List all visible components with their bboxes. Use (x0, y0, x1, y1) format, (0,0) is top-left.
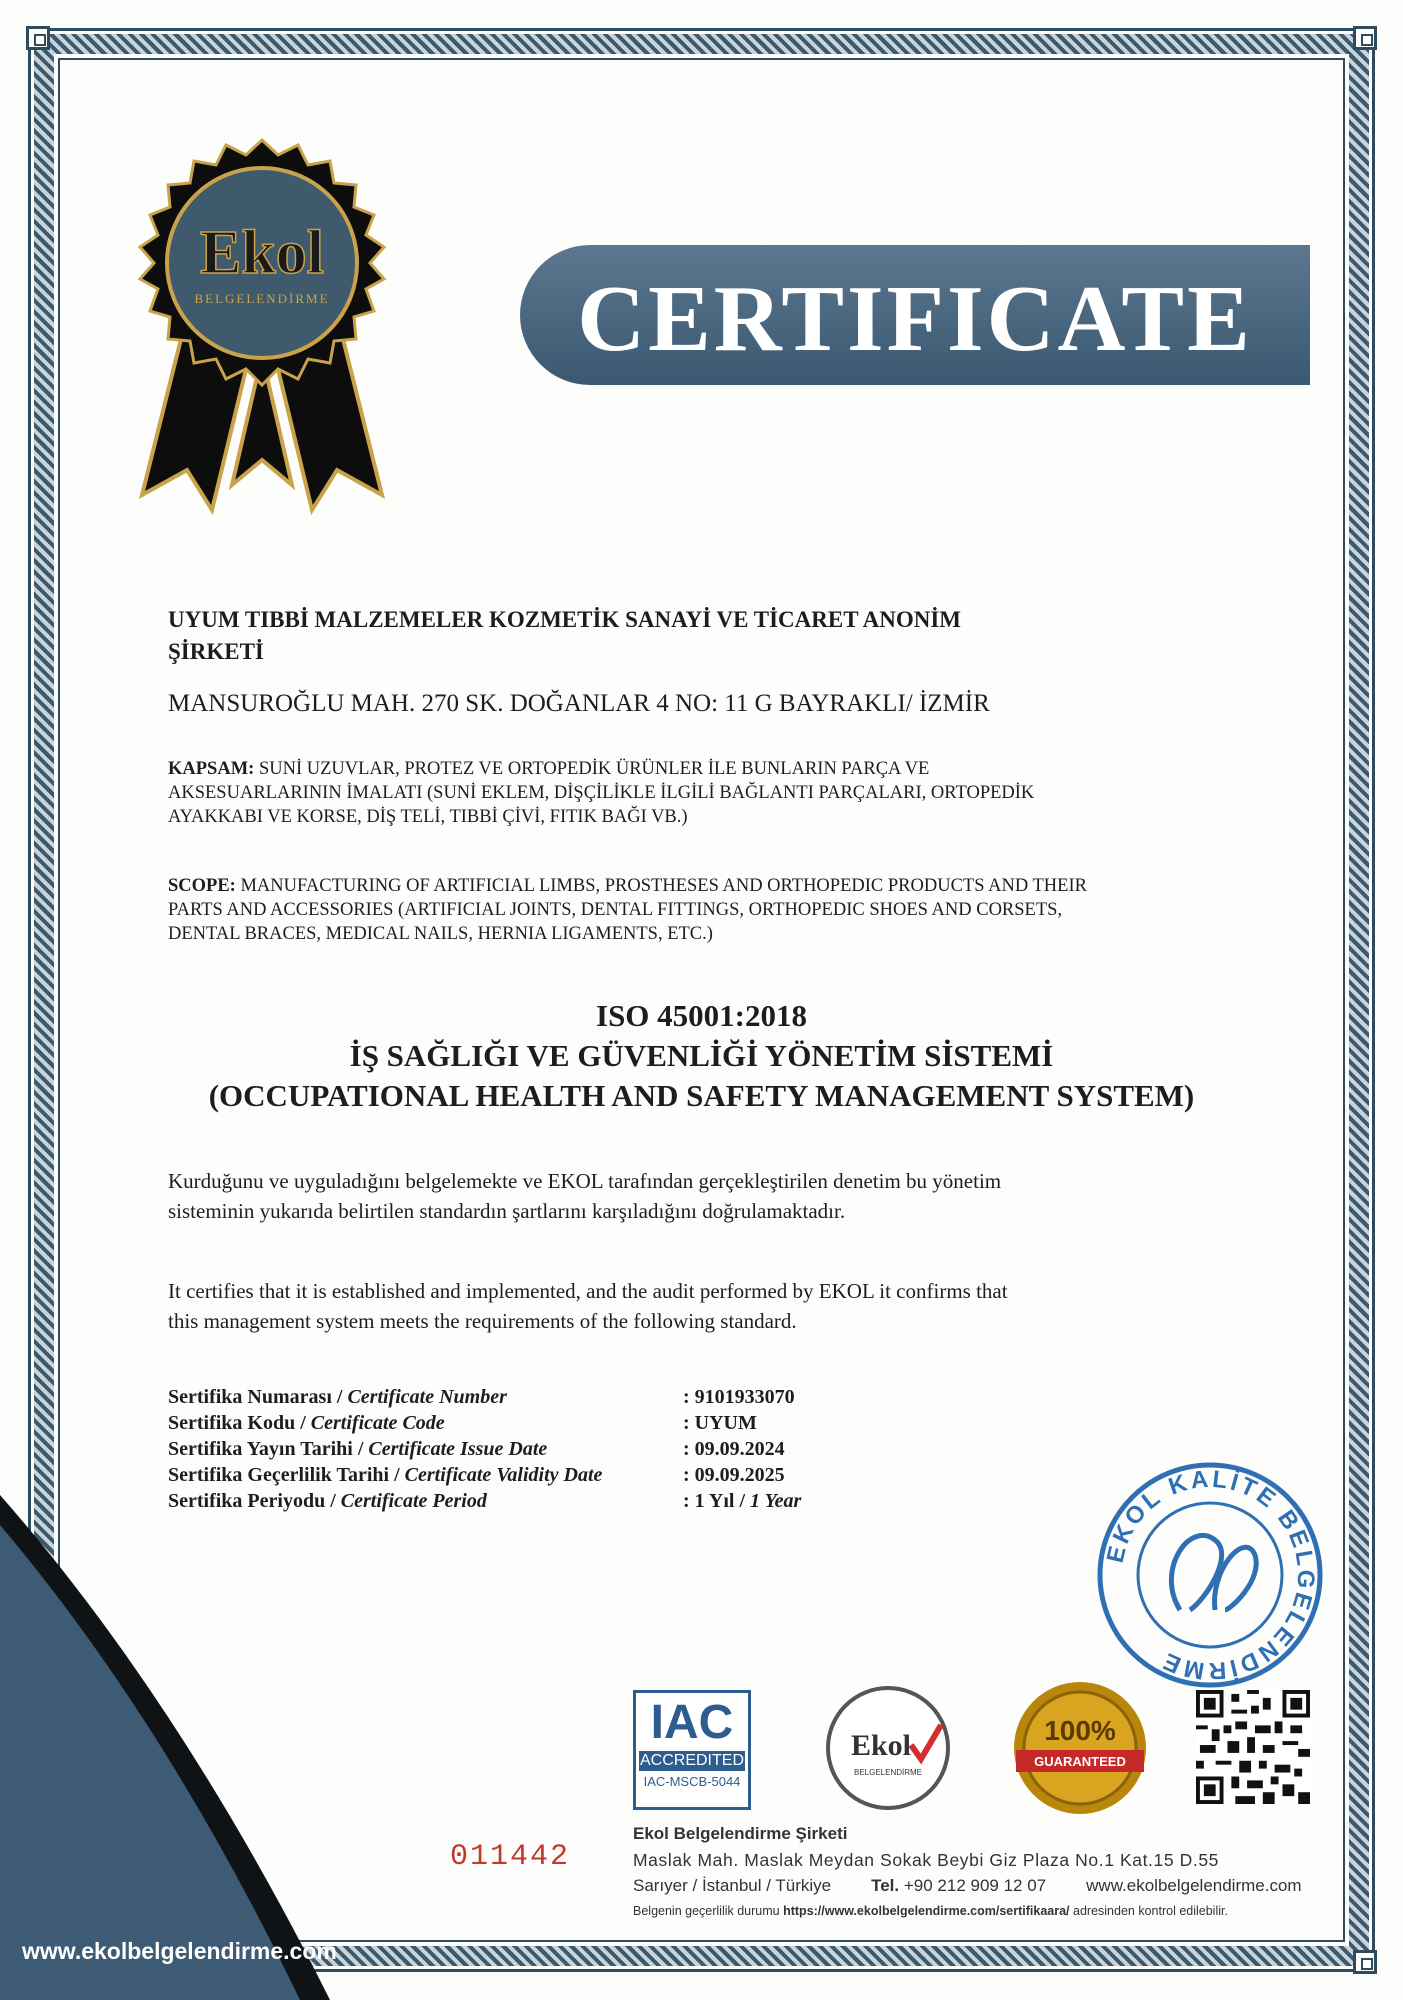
statement-tr-line1: Kurduğunu ve uyguladığını belgelemekte ve EKOL tarafından gerçekleştirilen denetim bu yönetim (168, 1169, 1002, 1193)
footer-city: Sarıyer / İstanbul / Türkiye (633, 1876, 832, 1895)
stamp-signature (1171, 1535, 1256, 1610)
footer-tel: +90 212 909 12 07 (899, 1876, 1047, 1895)
scope-tr-line1: SUNİ UZUVLAR, PROTEZ VE ORTOPEDİK ÜRÜNLER İLE BUNLARIN PARÇA VE (254, 759, 930, 779)
scope-tr-line2: AKSESUARLARININ İMALATI (SUNİ EKLEM, DİŞÇİLİKLE İLGİLİ BAĞLANTI PARÇALARI, ORTOPEDİK (168, 783, 1035, 803)
guarantee-seal (1010, 1678, 1150, 1818)
title-banner (520, 245, 1310, 385)
footer-site-link[interactable]: www.ekolbelgelendirme.com (1086, 1876, 1302, 1895)
statement-en-line1: It certifies that it is established and implemented, and the audit performed by EKOL it confirms that (168, 1279, 1008, 1303)
seal-brand: Ekol (199, 219, 325, 287)
scope-en-label: SCOPE: (168, 876, 236, 896)
detail-label-en: Certificate Number (347, 1386, 507, 1408)
detail-value: : 1 Yıl / (683, 1490, 751, 1512)
statement-tr (168, 1166, 1228, 1226)
website-corner: www.ekolbelgelendirme.com (22, 1938, 337, 1964)
detail-label: Sertifika Geçerlilik Tarihi / (168, 1464, 405, 1486)
qr-code[interactable] (1196, 1690, 1310, 1804)
detail-row (168, 1462, 801, 1488)
standard-code: ISO 45001:2018 (596, 998, 807, 1033)
detail-value: : 09.09.2024 (683, 1438, 785, 1460)
footer-tel-label: Tel. (871, 1876, 900, 1895)
footer-verify (633, 1904, 1228, 1918)
detail-label: Sertifika Periyodu / (168, 1490, 341, 1512)
scope-tr-line3: AYAKKABI VE KORSE, DİŞ TELİ, TIBBİ ÇİVİ, FITIK BAĞI VB.) (168, 807, 688, 827)
footer-company: Ekol Belgelendirme Şirketi (633, 1824, 848, 1843)
iac-accredited: ACCREDITED (639, 1752, 744, 1769)
footer-contact (633, 1876, 1302, 1896)
scope-en-line3: DENTAL BRACES, MEDICAL NAILS, HERNIA LIGAMENTS, ETC.) (168, 924, 713, 944)
detail-label-en: Certificate Period (340, 1490, 487, 1512)
verify-text-end: adresinden kontrol edilebilir. (1069, 1904, 1228, 1918)
ekol-round-stamp (1095, 1460, 1325, 1690)
scope-en (168, 874, 1228, 946)
detail-label-en: Certificate Validity Date (404, 1464, 603, 1486)
detail-row (168, 1436, 801, 1462)
detail-value: : UYUM (683, 1412, 757, 1434)
guarantee-percent: 100% (1044, 1715, 1116, 1746)
company-name-line2: ŞİRKETİ (168, 639, 264, 664)
detail-row (168, 1384, 801, 1410)
iac-logo (633, 1690, 751, 1810)
company-address: MANSUROĞLU MAH. 270 SK. DOĞANLAR 4 NO: 11 G BAYRAKLI/ İZMİR (168, 690, 990, 717)
scope-en-line1: MANUFACTURING OF ARTIFICIAL LIMBS, PROSTHESES AND ORTHOPEDIC PRODUCTS AND THEIR (235, 876, 1087, 896)
ekol-badge-logo (823, 1683, 953, 1813)
certificate-title: CERTIFICATE (577, 267, 1253, 371)
statement-tr-line2: sisteminin yukarıda belirtilen standardın şartlarını karşıladığını doğrulamaktadır. (168, 1199, 846, 1223)
ekol-badge-brand: Ekol (850, 1729, 912, 1762)
detail-label-en: Certificate Code (310, 1412, 445, 1434)
detail-label-en: Certificate Issue Date (368, 1438, 548, 1460)
footer-address: Maslak Mah. Maslak Meydan Sokak Beybi Giz Plaza No.1 Kat.15 D.55 (633, 1850, 1220, 1870)
serial-number: 011442 (450, 1840, 571, 1874)
certificate-details (168, 1384, 801, 1514)
detail-value: : 09.09.2025 (683, 1464, 785, 1486)
scope-tr-label: KAPSAM: (168, 759, 255, 779)
seal-subtitle: BELGELENDİRME (194, 291, 330, 306)
detail-row (168, 1488, 801, 1514)
ekol-seal (112, 135, 412, 555)
detail-label: Sertifika Numarası / (168, 1386, 348, 1408)
statement-en (168, 1276, 1228, 1336)
ekol-badge-sub: BELGELENDİRME (853, 1768, 923, 1777)
detail-value-en: 1 Year (750, 1490, 802, 1512)
scope-tr (168, 757, 1228, 829)
iac-logo-text: IAC (650, 1696, 734, 1749)
detail-label: Sertifika Kodu / (168, 1412, 311, 1434)
standard-name-en: (OCCUPATIONAL HEALTH AND SAFETY MANAGEMENT SYSTEM) (208, 1078, 1195, 1113)
guarantee-label: GUARANTEED (1034, 1754, 1126, 1769)
detail-label: Sertifika Yayın Tarihi / (168, 1438, 369, 1460)
standard-name-tr: İŞ SAĞLIĞI VE GÜVENLİĞİ YÖNETİM SİSTEMİ (349, 1038, 1054, 1073)
stamp-ring-text: EKOL KALİTE BELGELENDİRME (1101, 1465, 1320, 1685)
company-name (168, 604, 1168, 668)
scope-en-line2: PARTS AND ACCESSORIES (ARTIFICIAL JOINTS, DENTAL FITTINGS, ORTHOPEDIC SHOES AND CORSETS, (168, 900, 1063, 920)
verify-text: Belgenin geçerlilik durumu (633, 1904, 784, 1918)
verify-link[interactable]: https://www.ekolbelgelendirme.com/sertifikaara/ (783, 1904, 1070, 1918)
statement-en-line2: this management system meets the requirements of the following standard. (168, 1309, 797, 1333)
company-name-line1: UYUM TIBBİ MALZEMELER KOZMETİK SANAYİ VE TİCARET ANONİM (168, 607, 962, 632)
iac-number: IAC-MSCB-5044 (643, 1774, 741, 1789)
detail-value: : 9101933070 (683, 1386, 795, 1408)
detail-row (168, 1410, 801, 1436)
